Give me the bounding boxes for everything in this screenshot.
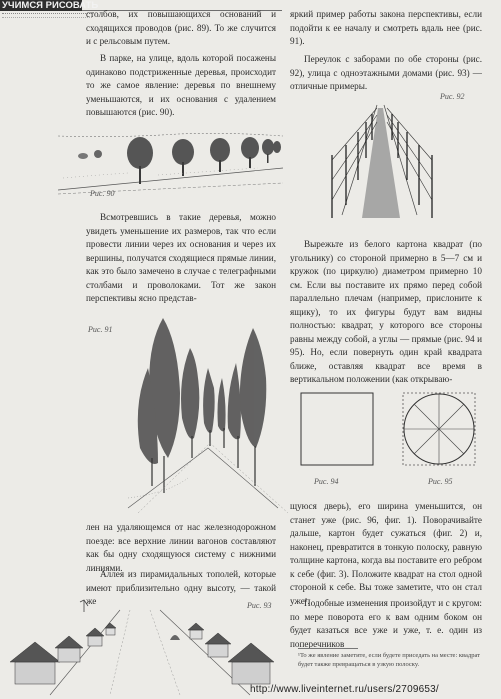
- caption-fig-90: Рис. 90: [90, 189, 115, 198]
- right-paragraph-4: щуюся дверь), его ширина уменьшится, он станет уже (рис. 96, фиг. 1). Поворачивайте дальше, картон будет сужаться (фиг. 2) и, наконец, превратится в тонкую полоску, равную толщине картона, когда вы поставите его ребром к себе (фиг. 3). Положите квадрат на стол одной стороной к себе. Вы тоже заметите, что он стал уже¹.: [290, 501, 482, 606]
- right-paragraph-1: яркий пример работы закона перспективы, если подойти к ее началу и смотреть вдаль нее (рис. 91).: [290, 9, 482, 46]
- footnote-rule: [298, 648, 358, 649]
- figure-93-village-street: [10, 600, 280, 695]
- left-paragraph-2: В парке, на улице, вдоль которой посажены одинаково подстриженные деревья, происходит то же самое явление: деревья по внешнему уменьшаются, и их основания с удалением повышаются (рис. 90).: [86, 53, 276, 117]
- caption-fig-91: Рис. 91: [88, 325, 113, 334]
- right-paragraph-5: Подобные изменения произойдут и с кругом: по мере поворота его к вам одним боком он будет казаться все уже и уже, т. е. один из поперечников: [290, 598, 482, 649]
- caption-fig-93: Рис. 93: [247, 601, 272, 610]
- header-title: УЧИМСЯ РИСОВАТЬ: [2, 0, 99, 11]
- caption-fig-95: Рис. 95: [428, 477, 453, 486]
- figure-92-fence-lane: [322, 100, 440, 225]
- left-paragraph-4: лен на удаляющемся от нас железнодорожном поезде: все верхние линии вагонов составляют как бы одну сходящуюся систему с нижними линиями.: [86, 522, 276, 573]
- figure-90-trees: [58, 128, 283, 198]
- left-paragraph-1: столбов, их повышающихся оснований и сходящихся проводов (рис. 89). То же случится и с рельсовым путем.: [86, 9, 276, 46]
- left-paragraph-3: Всмотревшись в такие деревья, можно увидеть уменьшение их размеров, так что если провести линии через их основания и через их вершины, получатся сходящиеся прямые линии, как это было замечено в случае с телеграфными столбами и проволоками. Тот же закон перспективы ясно представ-: [86, 212, 276, 303]
- right-paragraph-3: Вырежьте из белого картона квадрат (по угольнику) со стороной примерно в 5—7 см и кружок (по циркулю) диаметром примерно 10 см. Если вы поставите их прямо перед собой параллельно плечам (например, прислоните к ящику), то их фигуры будут вам видны полностью: квадрат, у которого все стороны равны между собой, а углы — прямые (рис. 94 и 95). Но, если повернуть один край квадрата ближе, оставляя квадрат все время в вертикальном положении (как открываю-: [290, 239, 482, 384]
- figure-94-square: [300, 392, 374, 466]
- left-paragraph-5: Аллея из пирамидальных тополей, которые имеют приблизительно одну высоту, — такой же: [86, 569, 276, 606]
- footnote: ¹То же явление заметите, если будете приседать на месте: квадрат будет также превращаться в узкую полоску.: [298, 652, 481, 668]
- caption-fig-94: Рис. 94: [314, 477, 339, 486]
- figure-91-poplar-alley: [128, 308, 288, 518]
- figure-95-circle: [402, 392, 476, 466]
- watermark-url: http://www.liveinternet.ru/users/2709653/: [250, 684, 439, 695]
- header-subline: [2, 13, 92, 18]
- caption-fig-92: Рис. 92: [440, 92, 465, 101]
- right-paragraph-2: Переулок с заборами по обе стороны (рис. 92), улица с одноэтажными домами (рис. 93) — отличные примеры.: [290, 54, 482, 91]
